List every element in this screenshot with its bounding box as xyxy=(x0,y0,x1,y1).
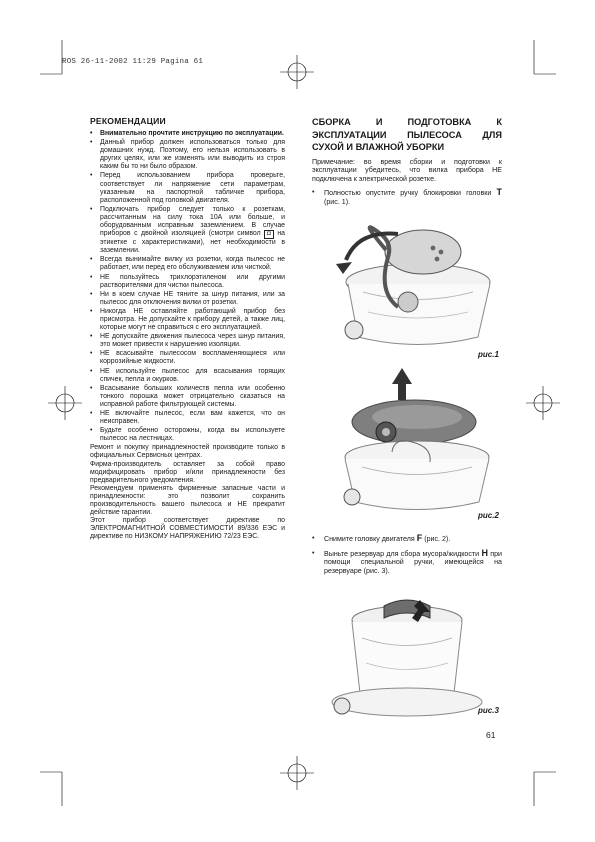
heading-line-3: СУХОЙ И ВЛАЖНОЙ УБОРКИ xyxy=(312,142,445,152)
assembly-steps-2 xyxy=(312,534,502,575)
list-item: • Данный прибор должен использоваться только для домашних нужд. Поэтому, его нельзя использовать в других целях, или же изменять или выводить из строя каким бы то ни было образом. xyxy=(90,139,285,171)
heading-word: К xyxy=(496,117,502,127)
heading-line-1 xyxy=(312,116,502,129)
recommendations-column xyxy=(90,116,285,542)
assembly-heading xyxy=(312,116,502,154)
list-item-text: на этикетке с характеристиками), нет необходимости в заземлении. xyxy=(100,230,285,255)
list-item: • Всегда вынимайте вилку из розетки, когда пылесос не работает, или перед его обслуживанием или чисткой. xyxy=(90,256,285,272)
step-text: при помощи специальной ручки, имеющейся на резервуаре (рис. 3). xyxy=(324,549,502,575)
list-item: • НЕ пользуйтесь трихлорэтиленом или другими растворителями для чистки пылесоса. xyxy=(90,274,285,290)
heading-word: ПОДГОТОВКА xyxy=(407,117,472,127)
heading-word: СБОРКА xyxy=(312,117,351,127)
list-item: • Ни в коем случае НЕ тяните за шнур питания, или за пылесос для отключения вилки от розетки. xyxy=(90,291,285,307)
assembly-note: Примечание: во время сборки и подготовки к эксплуатации убедитесь, что вилка прибора НЕ подключена к электрической розетке. xyxy=(312,157,502,183)
figure-3-illustration xyxy=(322,598,507,723)
page-number: 61 xyxy=(486,730,496,740)
figure-1-label: рис.1 xyxy=(478,350,499,359)
list-item: • Всасывание больших количеств пепла или особенно тонкого порошка может отрицательно сказаться на исправной работе фильтрующей системы. xyxy=(90,385,285,409)
step-text: Выньте резервуар для сбора мусора/жидкости xyxy=(324,549,480,558)
step-text: Снимите головку двигателя xyxy=(324,535,415,543)
figure-1-illustration xyxy=(318,212,508,357)
assembly-steps-1 xyxy=(312,188,502,206)
heading-word: ДЛЯ xyxy=(482,129,502,140)
list-item: • Перед использованием прибора проверьте, соответствует ли напряжение сети параметрам, указанным на паспортной табличке прибора, расположенной под головкой двигателя. xyxy=(90,172,285,204)
list-item: • НЕ допускайте движения пылесоса через шнур питания, это может привести к нарушению изоляции. xyxy=(90,333,285,349)
step-text: Полностью опустите ручку блокировки головки xyxy=(324,189,492,198)
manufacturer-paragraph: Фирма-производитель оставляет за собой право модифицировать прибор и/или принадлежности без предварительного уведомления. xyxy=(90,460,285,484)
heading-word: ПЫЛЕСОСА xyxy=(407,129,462,140)
heading-word: И xyxy=(375,117,383,127)
recommendations-heading: РЕКОМЕНДАЦИИ xyxy=(90,116,166,126)
double-insulation-icon: ◘ xyxy=(264,230,274,239)
step-symbol: T xyxy=(496,187,502,198)
print-header: ROS 26-11-2002 11:29 Pagina 61 xyxy=(62,58,204,66)
list-item: • Будьте особенно осторожны, когда вы используете пылесос на лестницах. xyxy=(90,427,285,443)
assembly-column xyxy=(312,116,502,206)
step-symbol: H xyxy=(481,547,488,558)
figure-3-label: рис.3 xyxy=(478,706,499,715)
step-2 xyxy=(312,534,502,544)
list-item: • Внимательно прочтите инструкцию по эксплуатации. xyxy=(90,130,285,138)
recommendations-list xyxy=(90,130,285,443)
list-item: • НЕ всасывайте пылесосом воспламеняющиеся или коррозийные жидкости. xyxy=(90,350,285,366)
list-item: • Никогда НЕ оставляйте работающий прибор без присмотра. Не допускайте к прибору детей, а также лиц, которые могут не справиться с его эксплуатацией. xyxy=(90,308,285,332)
list-item xyxy=(90,206,285,255)
compliance-paragraph: Этот прибор соответствует директиве по ЭЛЕКТРОМАГНИТНОЙ СОВМЕСТИМОСТИ 89/336 ЕЭС и директиве по НИЗКОМУ НАПРЯЖЕНИЮ 72/23 ЕЭС. xyxy=(90,517,285,541)
step-ref: (рис. 2). xyxy=(424,535,451,543)
step-ref: (рис. 1). xyxy=(324,197,351,206)
step-3 xyxy=(312,549,502,576)
step-symbol: F xyxy=(416,533,423,543)
figure-2-label: рис.2 xyxy=(478,511,499,520)
service-paragraph: Ремонт и покупку принадлежностей производите только в официальных Сервисных центрах. xyxy=(90,444,285,460)
heading-word: ЭКСПЛУАТАЦИИ xyxy=(312,129,387,140)
spare-parts-paragraph: Рекомендуем применять фирменные запасные части и принадлежности: это позволит сохранить производительность вашего пылесоса и НЕ прекратит действие гарантии. xyxy=(90,484,285,517)
list-item: • НЕ включайте пылесос, если вам кажется, что он неисправен. xyxy=(90,410,285,426)
list-item: • НЕ используйте пылесос для всасывания горящих спичек, пепла и окурков. xyxy=(90,368,285,384)
heading-line-2 xyxy=(312,129,502,142)
list-item-text: Подключать прибор следует только к розеткам, рассчитанным на силу тока 10А или больше, и оборудованным исправным заземлением. В случае приборов с двойной изоляцией (смотри символ xyxy=(100,205,285,238)
step-1 xyxy=(312,188,502,206)
figure-2-illustration xyxy=(322,362,507,517)
